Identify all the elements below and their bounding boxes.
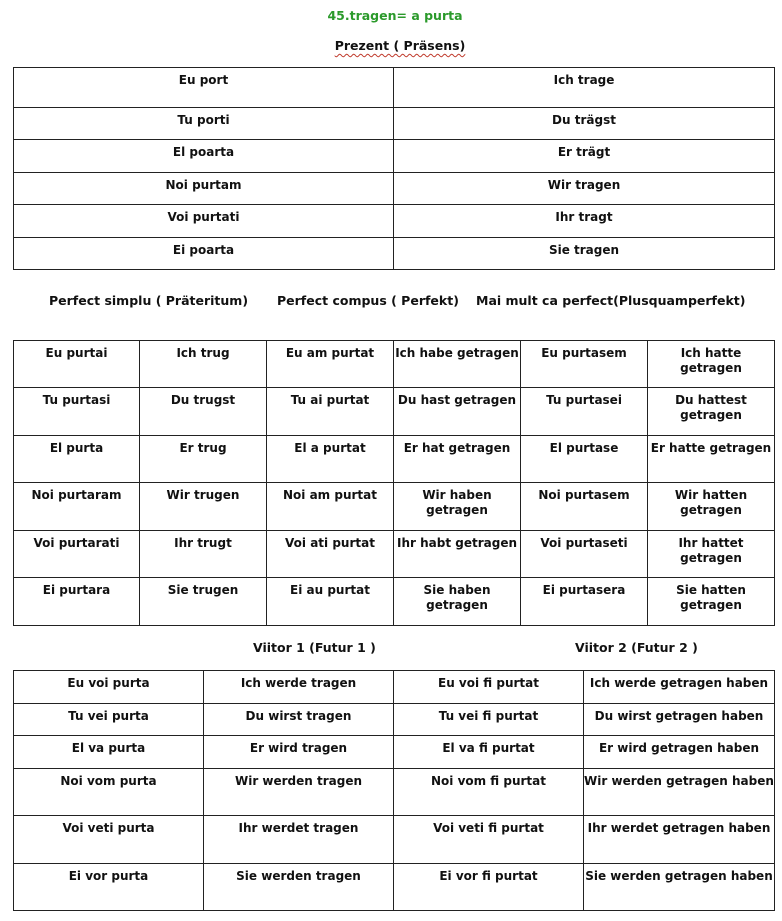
table-cell: Sie werden tragen <box>204 864 394 911</box>
table-cell: Voi veti purta <box>14 816 204 864</box>
table-cell: El poarta <box>14 140 394 173</box>
table-cell: Sie tragen <box>394 238 775 270</box>
table-cell: Noi vom fi purtat <box>394 769 584 816</box>
table-row <box>14 238 775 270</box>
table-cell: Wir werden getragen haben <box>584 769 775 816</box>
table-cell: Noi purtaram <box>14 483 140 531</box>
table-cell: Sie hatten getragen <box>648 578 775 626</box>
table-cell: Ei purtasera <box>521 578 648 626</box>
table-cell: Ich habe getragen <box>394 341 521 388</box>
table-row <box>14 108 775 140</box>
viitor-table <box>13 670 775 911</box>
table-row <box>14 205 775 238</box>
table-row <box>14 736 775 769</box>
table-cell: Ich werde tragen <box>204 671 394 704</box>
table-cell: Du trägst <box>394 108 775 140</box>
table-cell: Tu purtasi <box>14 388 140 436</box>
table-cell: Eu port <box>14 68 394 108</box>
page-title: 45.tragen= a purta <box>327 8 463 23</box>
table-cell: Wir haben getragen <box>394 483 521 531</box>
table-row <box>14 436 775 483</box>
table-cell: Ihr werdet getragen haben <box>584 816 775 864</box>
table-cell: Er trug <box>140 436 267 483</box>
table-cell: Noi vom purta <box>14 769 204 816</box>
table-cell: Voi purtarati <box>14 531 140 578</box>
table-row <box>14 864 775 911</box>
table-cell: Eu voi purta <box>14 671 204 704</box>
table-cell: Ei purtara <box>14 578 140 626</box>
table-cell: Sie trugen <box>140 578 267 626</box>
table-cell: Tu ai purtat <box>267 388 394 436</box>
trecut-table <box>13 340 775 626</box>
table-cell: Er wird getragen haben <box>584 736 775 769</box>
perfect-compus-heading: Perfect compus ( Perfekt) <box>277 293 459 308</box>
plusquamperfekt-heading: Mai mult ca perfect(Plusquamperfekt) <box>476 293 746 308</box>
prezent-table <box>13 67 775 270</box>
table-cell: Er trägt <box>394 140 775 173</box>
table-row <box>14 769 775 816</box>
table-cell: Du hast getragen <box>394 388 521 436</box>
table-row <box>14 704 775 736</box>
table-cell: Eu purtasem <box>521 341 648 388</box>
table-cell: Ich werde getragen haben <box>584 671 775 704</box>
table-cell: El purta <box>14 436 140 483</box>
table-cell: Eu voi fi purtat <box>394 671 584 704</box>
table-row <box>14 140 775 173</box>
table-cell: El a purtat <box>267 436 394 483</box>
table-cell: Ei poarta <box>14 238 394 270</box>
table-cell: Wir werden tragen <box>204 769 394 816</box>
table-cell: Voi purtaseti <box>521 531 648 578</box>
table-cell: Noi purtam <box>14 173 394 205</box>
table-cell: Tu purtasei <box>521 388 648 436</box>
table-cell: Er hat getragen <box>394 436 521 483</box>
table-cell: Sie werden getragen haben <box>584 864 775 911</box>
prezent-heading: Prezent ( Präsens) <box>334 38 466 53</box>
table-row <box>14 68 775 108</box>
table-cell: Ihr werdet tragen <box>204 816 394 864</box>
table-cell: Du hattest getragen <box>648 388 775 436</box>
viitor2-heading: Viitor 2 (Futur 2 ) <box>575 640 698 655</box>
table-cell: Tu vei fi purtat <box>394 704 584 736</box>
table-cell: Du trugst <box>140 388 267 436</box>
table-cell: Du wirst getragen haben <box>584 704 775 736</box>
table-cell: Tu vei purta <box>14 704 204 736</box>
table-cell: Ihr tragt <box>394 205 775 238</box>
table-row <box>14 671 775 704</box>
perfect-simplu-heading: Perfect simplu ( Präteritum) <box>49 293 249 308</box>
table-cell: Ei vor purta <box>14 864 204 911</box>
table-cell: Er hatte getragen <box>648 436 775 483</box>
table-cell: Ich trug <box>140 341 267 388</box>
table-cell: Ei au purtat <box>267 578 394 626</box>
table-cell: Ihr habt getragen <box>394 531 521 578</box>
table-row <box>14 816 775 864</box>
table-cell: Ihr trugt <box>140 531 267 578</box>
table-cell: Ich trage <box>394 68 775 108</box>
table-cell: Du wirst tragen <box>204 704 394 736</box>
table-cell: Ich hatte getragen <box>648 341 775 388</box>
table-cell: Voi veti fi purtat <box>394 816 584 864</box>
table-cell: Wir tragen <box>394 173 775 205</box>
table-cell: El va purta <box>14 736 204 769</box>
table-row <box>14 341 775 388</box>
table-cell: Wir trugen <box>140 483 267 531</box>
table-row <box>14 531 775 578</box>
table-cell: Ihr hattet getragen <box>648 531 775 578</box>
table-cell: El purtase <box>521 436 648 483</box>
table-cell: Eu purtai <box>14 341 140 388</box>
table-cell: Noi am purtat <box>267 483 394 531</box>
table-cell: Sie haben getragen <box>394 578 521 626</box>
table-cell: Er wird tragen <box>204 736 394 769</box>
table-row <box>14 388 775 436</box>
table-row <box>14 578 775 626</box>
table-cell: Voi purtati <box>14 205 394 238</box>
table-cell: Ei vor fi purtat <box>394 864 584 911</box>
table-cell: Wir hatten getragen <box>648 483 775 531</box>
table-cell: Tu porti <box>14 108 394 140</box>
table-row <box>14 173 775 205</box>
table-cell: Noi purtasem <box>521 483 648 531</box>
table-cell: Eu am purtat <box>267 341 394 388</box>
table-row <box>14 483 775 531</box>
table-cell: Voi ati purtat <box>267 531 394 578</box>
table-cell: El va fi purtat <box>394 736 584 769</box>
viitor1-heading: Viitor 1 (Futur 1 ) <box>253 640 376 655</box>
